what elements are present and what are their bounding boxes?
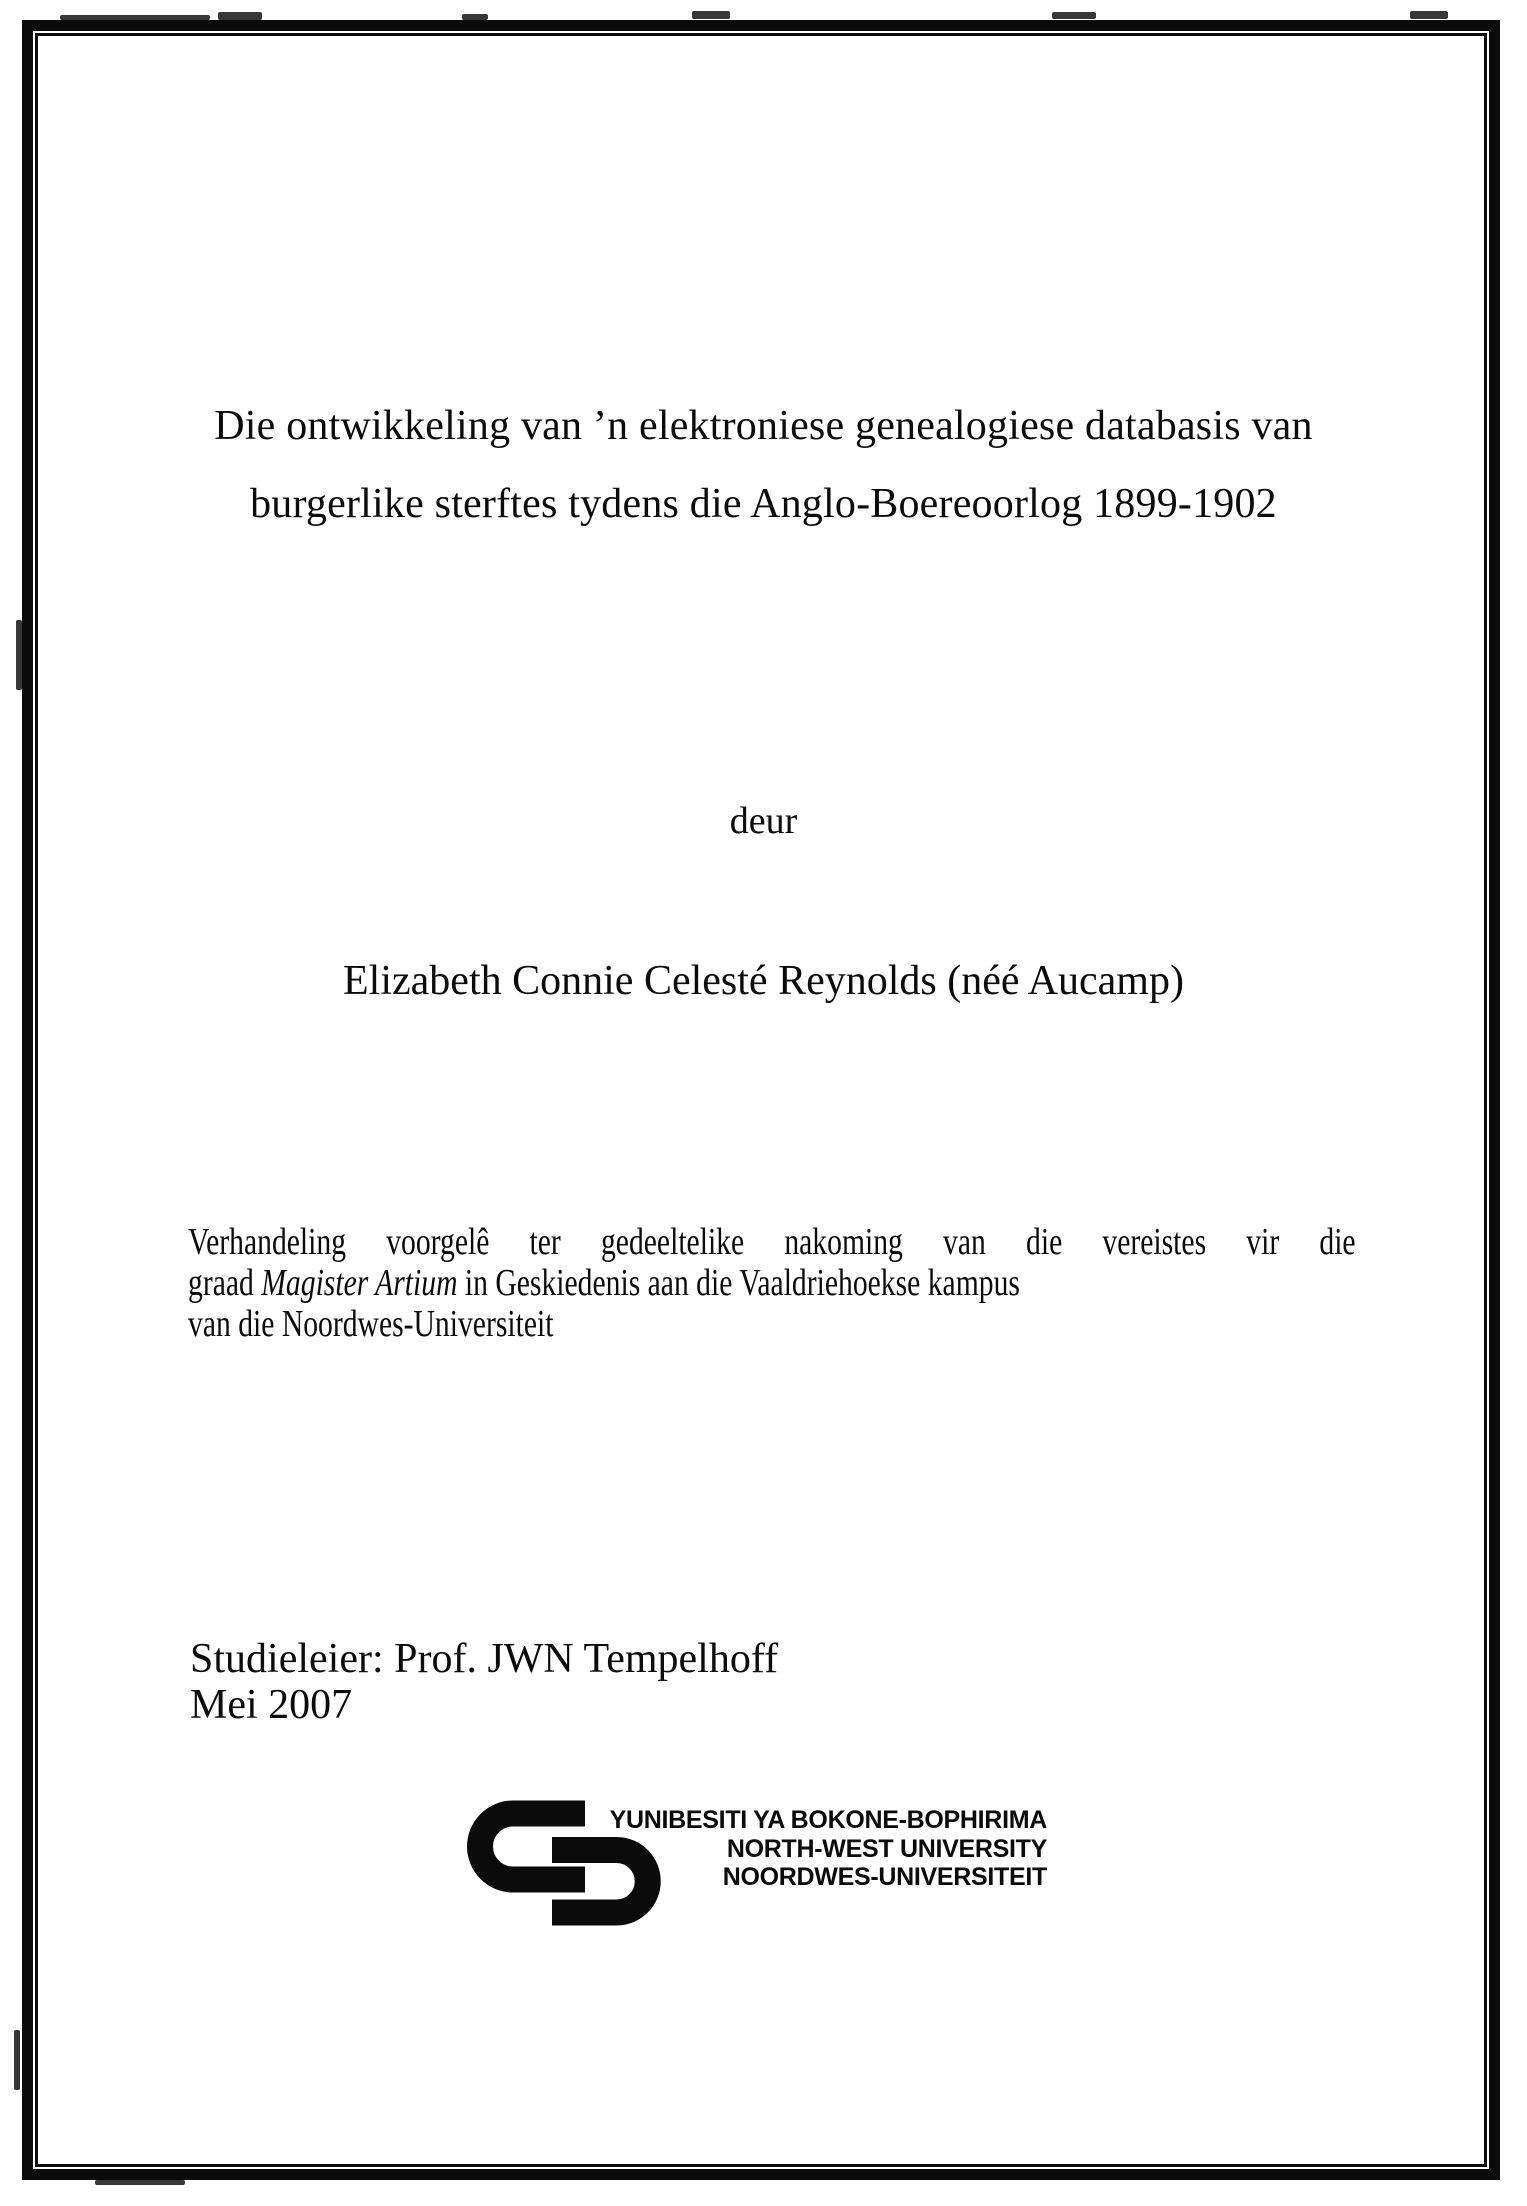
author-name: Elizabeth Connie Celesté Reynolds (néé Aucamp): [343, 958, 1184, 1004]
supervisor-line: Studieleier: Prof. JWN Tempelhoff: [190, 1636, 779, 1682]
logo-text-english: NORTH-WEST UNIVERSITY: [726, 1834, 1047, 1863]
university-logo-text: [585, 1806, 1047, 1892]
thesis-title: [0, 387, 1527, 543]
thesis-title-line1: Die ontwikkeling van ’n elektroniese genealogiese databasis van: [214, 403, 1313, 449]
description-line2: [188, 1263, 1356, 1304]
scan-artifact: [692, 11, 730, 19]
description-line2-prefix: graad: [188, 1262, 262, 1304]
byline-label: deur: [729, 800, 798, 842]
thesis-description: [188, 1222, 1356, 1345]
logo-text-setswana: YUNIBESITI YA BOKONE-BOPHIRIMA: [609, 1806, 1047, 1834]
logo-text-afrikaans: NOORDWES-UNIVERSITEIT: [722, 1863, 1047, 1891]
scan-artifact: [95, 2180, 185, 2185]
thesis-title-line2: burgerlike sterftes tydens die Anglo-Boereoorlog 1899-1902: [250, 481, 1277, 527]
description-line2-degree-name: Magister Artium: [261, 1262, 458, 1304]
scan-artifact: [1410, 11, 1448, 19]
description-line2-suffix: in Geskiedenis aan die Vaaldriehoekse kampus: [457, 1262, 1020, 1304]
scan-artifact: [14, 2030, 20, 2090]
university-logo: [467, 1800, 1107, 1930]
scan-artifact: [218, 12, 262, 20]
scan-artifact: [1052, 12, 1096, 19]
supervisor-block: [190, 1636, 778, 1728]
description-line3: van die Noordwes-Universiteit: [188, 1303, 554, 1345]
date-line: Mei 2007: [190, 1682, 353, 1728]
description-line1: Verhandeling voorgelê ter gedeeltelike nakoming van die vereistes vir die: [188, 1221, 1356, 1263]
